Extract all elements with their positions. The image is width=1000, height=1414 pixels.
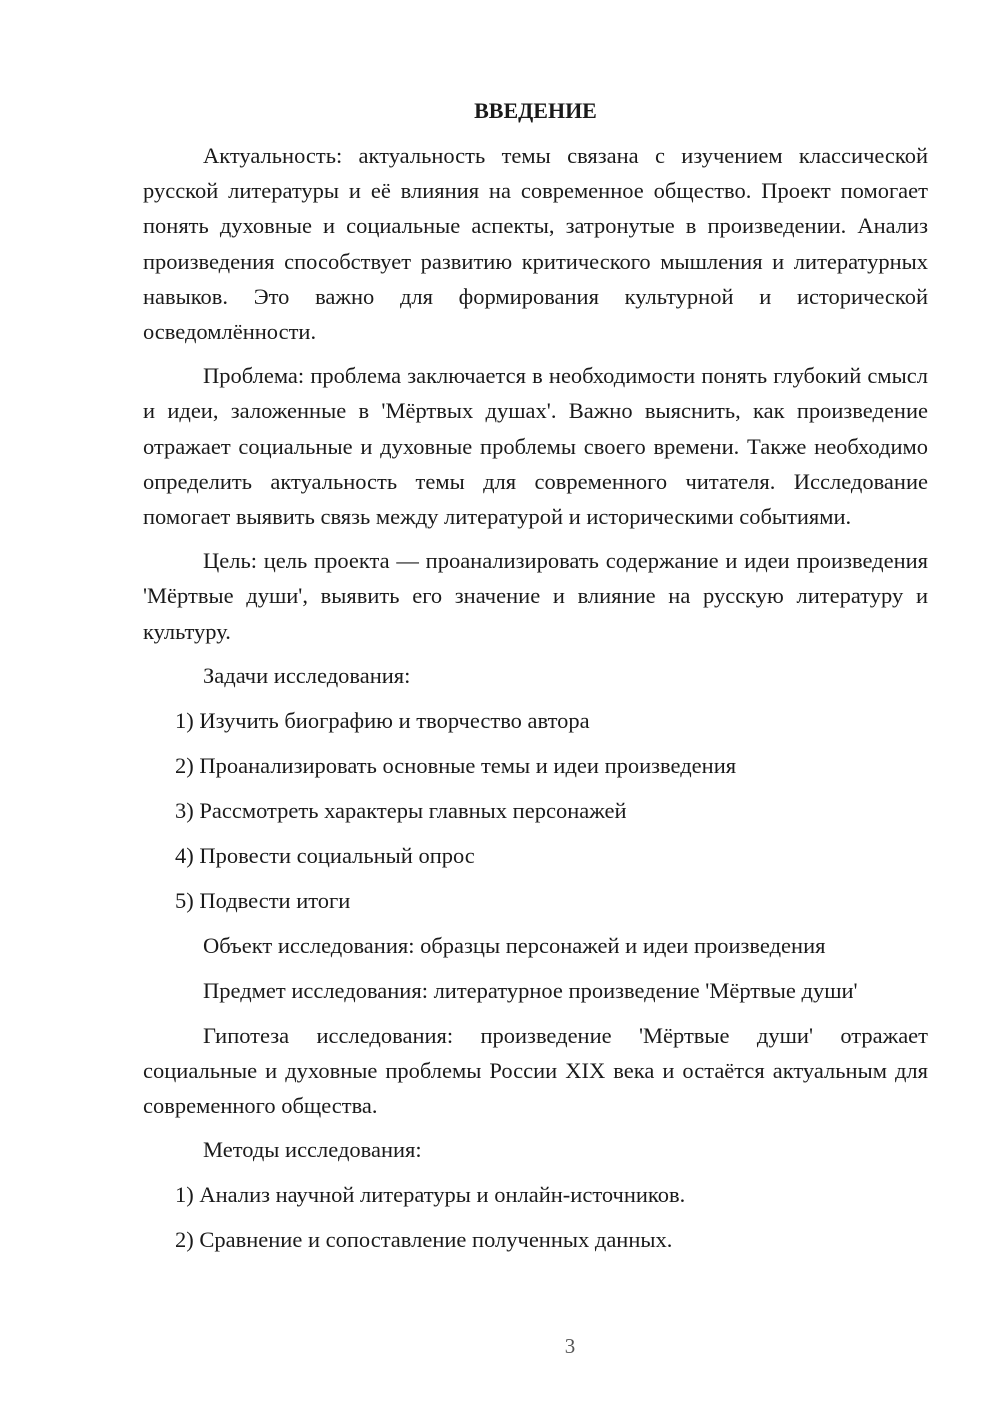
tasks-heading: Задачи исследования: [203,662,411,688]
research-object: Объект исследования: образцы персонажей и идеи произведения [203,932,826,958]
problem-paragraph: Проблема: проблема заключается в необходимости понять глубокий смысл и идеи, заложенные в 'Мёртвых душах'. Важно выяснить, как произведение отражает социальные и духовные проблемы своего времени. Также необходимо определить актуальность темы для современного читателя. Исследование помогает выявить связь между литературой и историческими событиями. [143,363,928,530]
goal-paragraph: Цель: цель проекта — проанализировать содержание и идеи произведения 'Мёртвые души', выявить его значение и влияние на русскую литературу и культуру. [143,548,928,644]
methods-heading: Методы исследования: [203,1137,422,1163]
relevance-paragraph: Актуальность: актуальность темы связана с изучением классической русской литературы и её влияния на современное общество. Проект помогает понять духовные и социальные аспекты, затронутые в произведении. Анализ произведения способствует развитию критического мышления и литературных навыков. Это важно для формирования культурной и исторической осведомлённости. [143,143,928,345]
task-item: 2) Проанализировать основные темы и идеи произведения [175,752,737,778]
document-page [143,96,928,1267]
method-item: 1) Анализ научной литературы и онлайн-источников. [175,1182,686,1208]
task-item: 5) Подвести итоги [175,887,351,913]
page-number: 3 [564,1334,576,1358]
task-item: 3) Рассмотреть характеры главных персонажей [175,797,627,823]
hypothesis-paragraph: Гипотеза исследования: произведение 'Мёртвые души' отражает социальные и духовные проблемы России XIX века и остаётся актуальным для современного общества. [143,1022,928,1119]
research-subject: Предмет исследования: литературное произведение 'Мёртвые души' [203,977,858,1003]
method-item: 2) Сравнение и сопоставление полученных данных. [175,1227,673,1253]
section-title: ВВЕДЕНИЕ [474,98,597,123]
task-item: 4) Провести социальный опрос [175,842,475,868]
task-item: 1) Изучить биографию и творчество автора [175,707,590,733]
